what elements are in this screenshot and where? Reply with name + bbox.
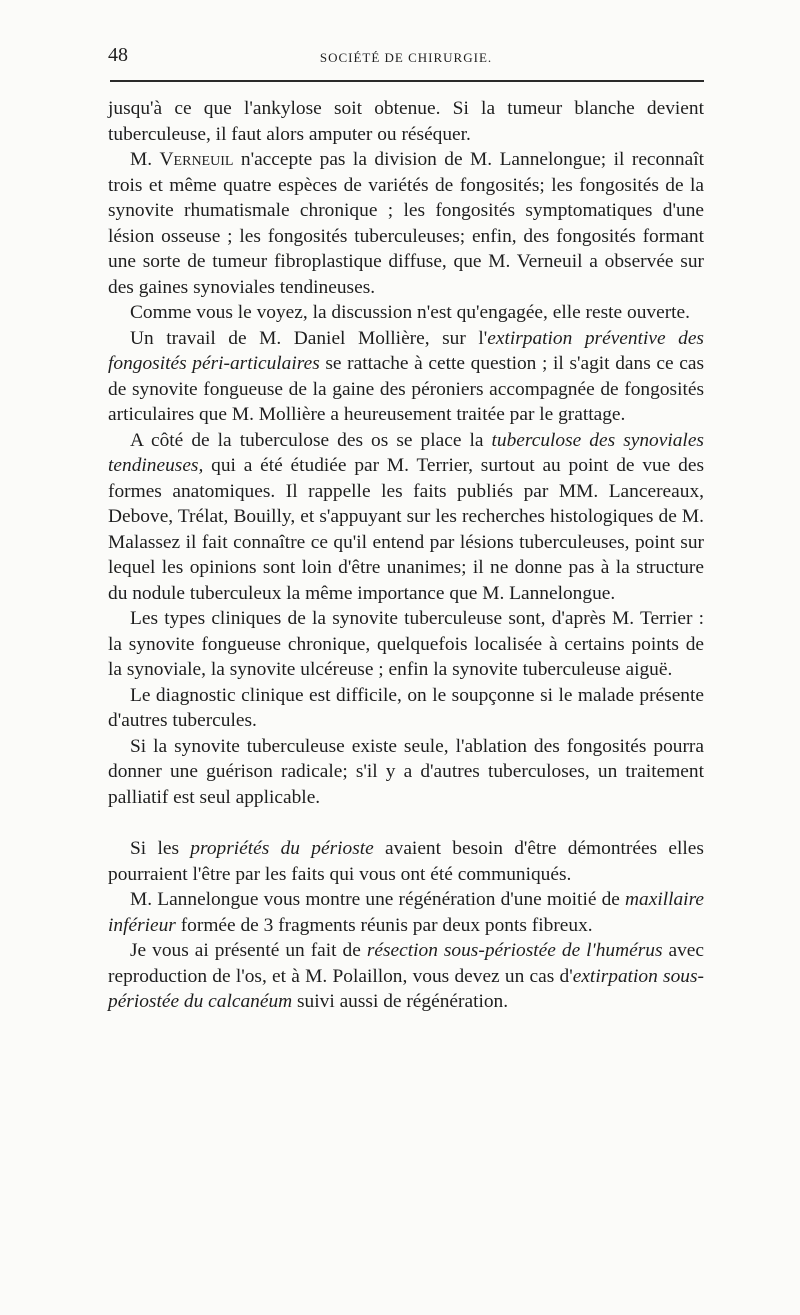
paragraph-9: Si les propriétés du périoste avaient besoin d'être démontrées elles pourraient l'être par les faits qui vous ont été communiqués.	[108, 838, 704, 885]
paragraph-3: Comme vous le voyez, la discussion n'est qu'engagée, elle reste ouverte.	[130, 302, 690, 323]
paragraph-1: jusqu'à ce que l'ankylose soit obtenue. Si la tumeur blanche devient tuberculeuse, il faut alors amputer ou réséquer.	[108, 98, 704, 145]
page-number: 48	[108, 44, 128, 66]
paragraph-8: Si la synovite tuberculeuse existe seule, l'ablation des fongosités pourra donner une guérison radicale; s'il y a d'autres tuberculoses, un traitement palliatif est seul applicable.	[108, 735, 704, 808]
running-head: SOCIÉTÉ DE CHIRURGIE.	[319, 50, 493, 65]
page-header	[108, 38, 704, 68]
paragraph-11: Je vous ai présenté un fait de résection sous-périostée de l'humérus avec reproduction de l'os, et à M. Polaillon, vous devez un cas d'extirpation sous-périostée du calcanéum suivi aussi de régénération.	[108, 940, 705, 1012]
paragraph-10: M. Lannelongue vous montre une régénération d'une moitié de maxillaire inférieur formée de 3 fragments réunis par deux ponts fibreux.	[108, 889, 704, 936]
paragraph-5: A côté de la tuberculose des os se place la tuberculose des synoviales tendineuses, qui a été étudiée par M. Terrier, surtout au point de vue des formes anatomiques. Il rappelle les faits publiés par MM. Lancereaux, Debove, Trélat, Bouilly, et s'appuyant sur les recherches histologiques de M. Malassez il fait connaître ce qu'il entend par lésions tuberculeuses, point sur lequel les opinions sont loin d'être unanimes; il ne donne pas à la structure du nodule tuberculeux la même importance que M. Lannelongue.	[108, 429, 704, 604]
paragraph-4: Un travail de M. Daniel Mollière, sur l'extirpation préventive des fongosités péri-articulaires se rattache à cette question ; il s'agit dans ce cas de synovite fongueuse de la gaine des péroniers accompagnée de fongosités articulaires que M. Mollière a heureusement traitée par le grattage.	[108, 327, 704, 425]
book-page	[108, 38, 705, 1012]
paragraph-6: Les types cliniques de la synovite tuberculeuse sont, d'après M. Terrier : la synovite fongueuse chronique, quelquefois localisée à certains points de la synoviale, la synovite ulcéreuse ; enfin la synovite tuberculeuse aiguë.	[108, 608, 704, 680]
body-text	[108, 96, 704, 1015]
header-rule	[110, 80, 704, 82]
paragraph-7: Le diagnostic clinique est difficile, on le soupçonne si le malade présente d'autres tubercules.	[108, 684, 704, 731]
paragraph-2: M. Verneuil n'accepte pas la division de M. Lannelongue; il reconnaît trois et même quatre espèces de variétés de fongosités; les fongosités de la synovite rhumatismale chronique ; les fongosités symptomatiques d'une lésion osseuse ; les fongosités tuberculeuses; enfin, des fongosités formant une sorte de tumeur fibroplastique diffuse, que M. Verneuil a observée sur des gaines synoviales tendineuses.	[108, 149, 705, 298]
author-name: Verneuil	[159, 149, 234, 170]
